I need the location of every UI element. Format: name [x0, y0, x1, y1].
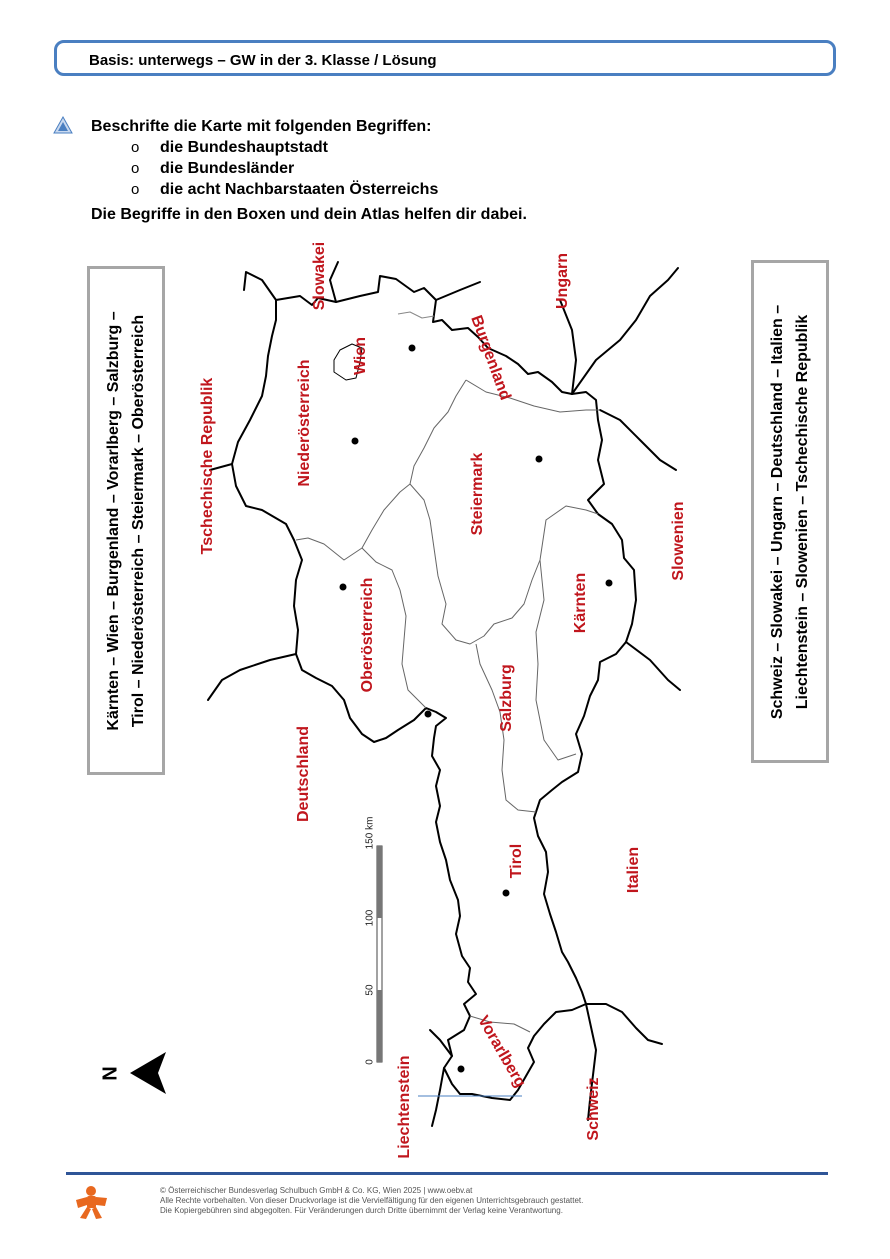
state-border-noe-stmk	[296, 380, 466, 560]
word-box-line: Schweiz – Slowakei – Ungarn – Deutschland – Italien –	[769, 304, 786, 719]
list-item-text: die Bundeshauptstadt	[160, 139, 329, 156]
map-label-steiermark: Steiermark	[469, 452, 486, 536]
city-dot-bregenz	[458, 1066, 465, 1073]
word-box-line: Liechtenstein – Slowenien – Tschechische Republik	[794, 314, 811, 709]
border-de-west	[208, 654, 296, 700]
border-si-it	[626, 642, 680, 690]
map-label-kaernten: Kärnten	[572, 572, 589, 634]
city-dot-klagenfurt	[606, 580, 613, 587]
map-label-niederoesterreich: Niederösterreich	[296, 359, 313, 487]
map-label-slowakei: Slowakei	[311, 241, 328, 311]
list-item-text: die acht Nachbarstaaten Österreichs	[160, 181, 439, 198]
map-label-tschechien: Tschechische Republik	[199, 377, 216, 555]
map-label-ungarn: Ungarn	[554, 253, 571, 309]
border-it-ch	[586, 1004, 662, 1044]
map-label-slowenien: Slowenien	[670, 501, 687, 581]
danube	[398, 312, 434, 318]
scale-label-0: 0	[364, 1059, 376, 1065]
map-label-italien: Italien	[625, 846, 642, 894]
list-item-text: die Bundesländer	[160, 160, 295, 177]
task-instruction: Beschrifte die Karte mit folgenden Begriffen:	[91, 118, 432, 135]
map-label-tirol: Tirol	[508, 843, 525, 879]
list-bullet: o	[131, 160, 140, 177]
city-dot-st-poelten	[352, 438, 359, 445]
map-label-schweiz: Schweiz	[585, 1077, 602, 1141]
border-hu-n	[560, 300, 576, 394]
scale-label-100: 100	[364, 909, 376, 927]
city-dot-linz	[340, 584, 347, 591]
scale-label-50: 50	[364, 984, 376, 996]
state-border-t-k	[536, 560, 576, 760]
north-label: N	[99, 1066, 122, 1081]
word-box-line: Tirol – Niederösterreich – Steiermark – Oberösterreich	[130, 314, 147, 727]
footer-divider	[66, 1172, 828, 1175]
map-label-deutschland: Deutschland	[295, 725, 312, 823]
scale-bar	[377, 846, 382, 1062]
border-cz-sk	[330, 262, 338, 302]
task-hint: Die Begriffe in den Boxen und dein Atlas helfen dir dabei.	[91, 206, 527, 223]
footer-line-3: Die Kopiergebühren sind abgegolten. Für Veränderungen durch Dritte übernimmt der Verlag keine Verantwortung.	[160, 1206, 563, 1215]
city-dot-wien	[409, 345, 416, 352]
border-sk-hu	[436, 282, 480, 300]
map-label-burgenland: Burgenland	[467, 313, 514, 403]
border-ch-li	[432, 1068, 444, 1126]
north-arrow-icon	[130, 1052, 166, 1094]
worksheet-title: Basis: unterwegs – GW in der 3. Klasse / Lösung	[89, 52, 437, 69]
list-bullet: o	[131, 139, 140, 156]
oebv-logo-icon	[74, 1184, 110, 1220]
map-label-oberoesterreich: Oberösterreich	[359, 577, 376, 693]
word-box-line: Kärnten – Wien – Burgenland – Vorarlberg – Salzburg –	[105, 310, 122, 731]
map-label-salzburg: Salzburg	[498, 664, 515, 732]
border-cz-north	[244, 272, 276, 300]
border-hu-si	[600, 410, 676, 470]
map-label-liechtenstein: Liechtenstein	[396, 1055, 413, 1159]
austria-border	[232, 276, 636, 1100]
map-label-wien: Wien	[352, 336, 369, 376]
city-dot-salzburg	[425, 711, 432, 718]
list-bullet: o	[131, 181, 140, 198]
footer-copyright	[160, 1186, 583, 1216]
map-label-vorarlberg: Vorarlberg	[474, 1012, 529, 1091]
footer-line-1: © Österreichischer Bundesverlag Schulbuch GmbH & Co. KG, Wien 2025 | www.oebv.at	[160, 1186, 473, 1195]
state-border-noe-ooe	[410, 484, 598, 644]
border-hu-east	[572, 268, 678, 394]
footer-line-2: Alle Rechte vorbehalten. Von dieser Druckvorlage ist die Vervielfältigung für den eigenen Unterrichtsgebrauch gestattet.	[160, 1196, 584, 1205]
scale-label-150km: 150 km	[364, 816, 376, 850]
city-dot-innsbruck	[503, 890, 510, 897]
state-border-bgld	[466, 380, 600, 412]
city-dot-graz	[536, 456, 543, 463]
